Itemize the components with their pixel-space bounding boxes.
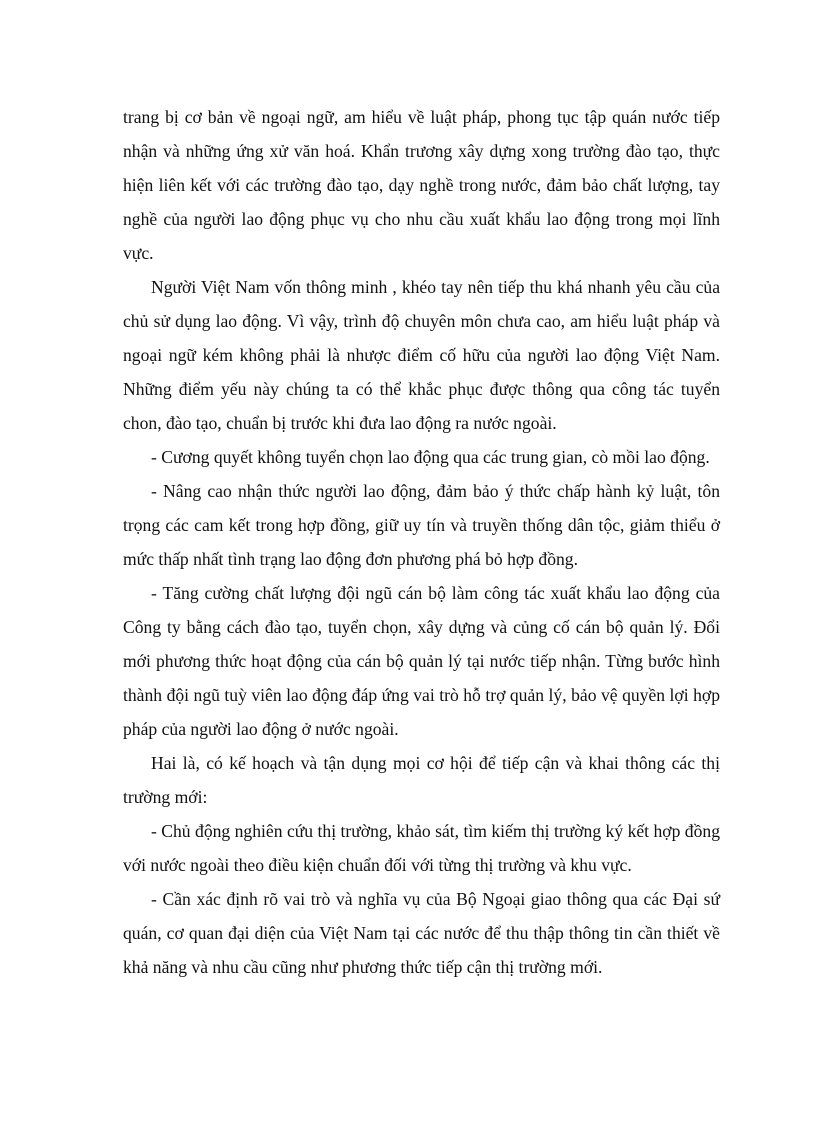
paragraph-5: - Tăng cường chất lượng đội ngũ cán bộ làm công tác xuất khẩu lao động của Công ty bằng cách đào tạo, tuyển chọn, xây dựng và củng cố cán bộ quản lý. Đổi mới phương thức hoạt động của cán bộ quản lý tại nước tiếp nhận. Từng bước hình thành đội ngũ tuỳ viên lao động đáp ứng vai trò hỗ trợ quản lý, bảo vệ quyền lợi hợp pháp của người lao động ở nước ngoài. [123, 583, 720, 739]
document-body [123, 100, 720, 984]
paragraph-1: trang bị cơ bản về ngoại ngữ, am hiểu về luật pháp, phong tục tập quán nước tiếp nhận và những ứng xử văn hoá. Khẩn trương xây dựng xong trường đào tạo, thực hiện liên kết với các trường đào tạo, dạy nghề trong nước, đảm bảo chất lượng, tay nghề của người lao động phục vụ cho nhu cầu xuất khẩu lao động trong mọi lĩnh vực. [123, 107, 720, 263]
paragraph-7: - Chủ động nghiên cứu thị trường, khảo sát, tìm kiếm thị trường ký kết hợp đồng với nước ngoài theo điều kiện chuẩn đối với từng thị trường và khu vực. [123, 821, 720, 875]
paragraph-8: - Cần xác định rõ vai trò và nghĩa vụ của Bộ Ngoại giao thông qua các Đại sứ quán, cơ quan đại diện của Việt Nam tại các nước để thu thập thông tin cần thiết về khả năng và nhu cầu cũng như phương thức tiếp cận thị trường mới. [123, 889, 720, 977]
paragraph-3: - Cương quyết không tuyển chọn lao động qua các trung gian, cò mồi lao động. [151, 447, 710, 467]
paragraph-6: Hai là, có kế hoạch và tận dụng mọi cơ hội để tiếp cận và khai thông các thị trường mới: [123, 753, 720, 807]
paragraph-2: Người Việt Nam vốn thông minh , khéo tay nên tiếp thu khá nhanh yêu cầu của chủ sử dụng lao động. Vì vậy, trình độ chuyên môn chưa cao, am hiểu luật pháp và ngoại ngữ kém không phải là nhược điểm cố hữu của người lao động Việt Nam. Những điểm yếu này chúng ta có thể khắc phục được thông qua công tác tuyển chon, đào tạo, chuẩn bị trước khi đưa lao động ra nước ngoài. [123, 277, 720, 433]
paragraph-4: - Nâng cao nhận thức người lao động, đảm bảo ý thức chấp hành kỷ luật, tôn trọng các cam kết trong hợp đồng, giữ uy tín và truyền thống dân tộc, giảm thiểu ở mức thấp nhất tình trạng lao động đơn phương phá bỏ hợp đồng. [123, 481, 720, 569]
